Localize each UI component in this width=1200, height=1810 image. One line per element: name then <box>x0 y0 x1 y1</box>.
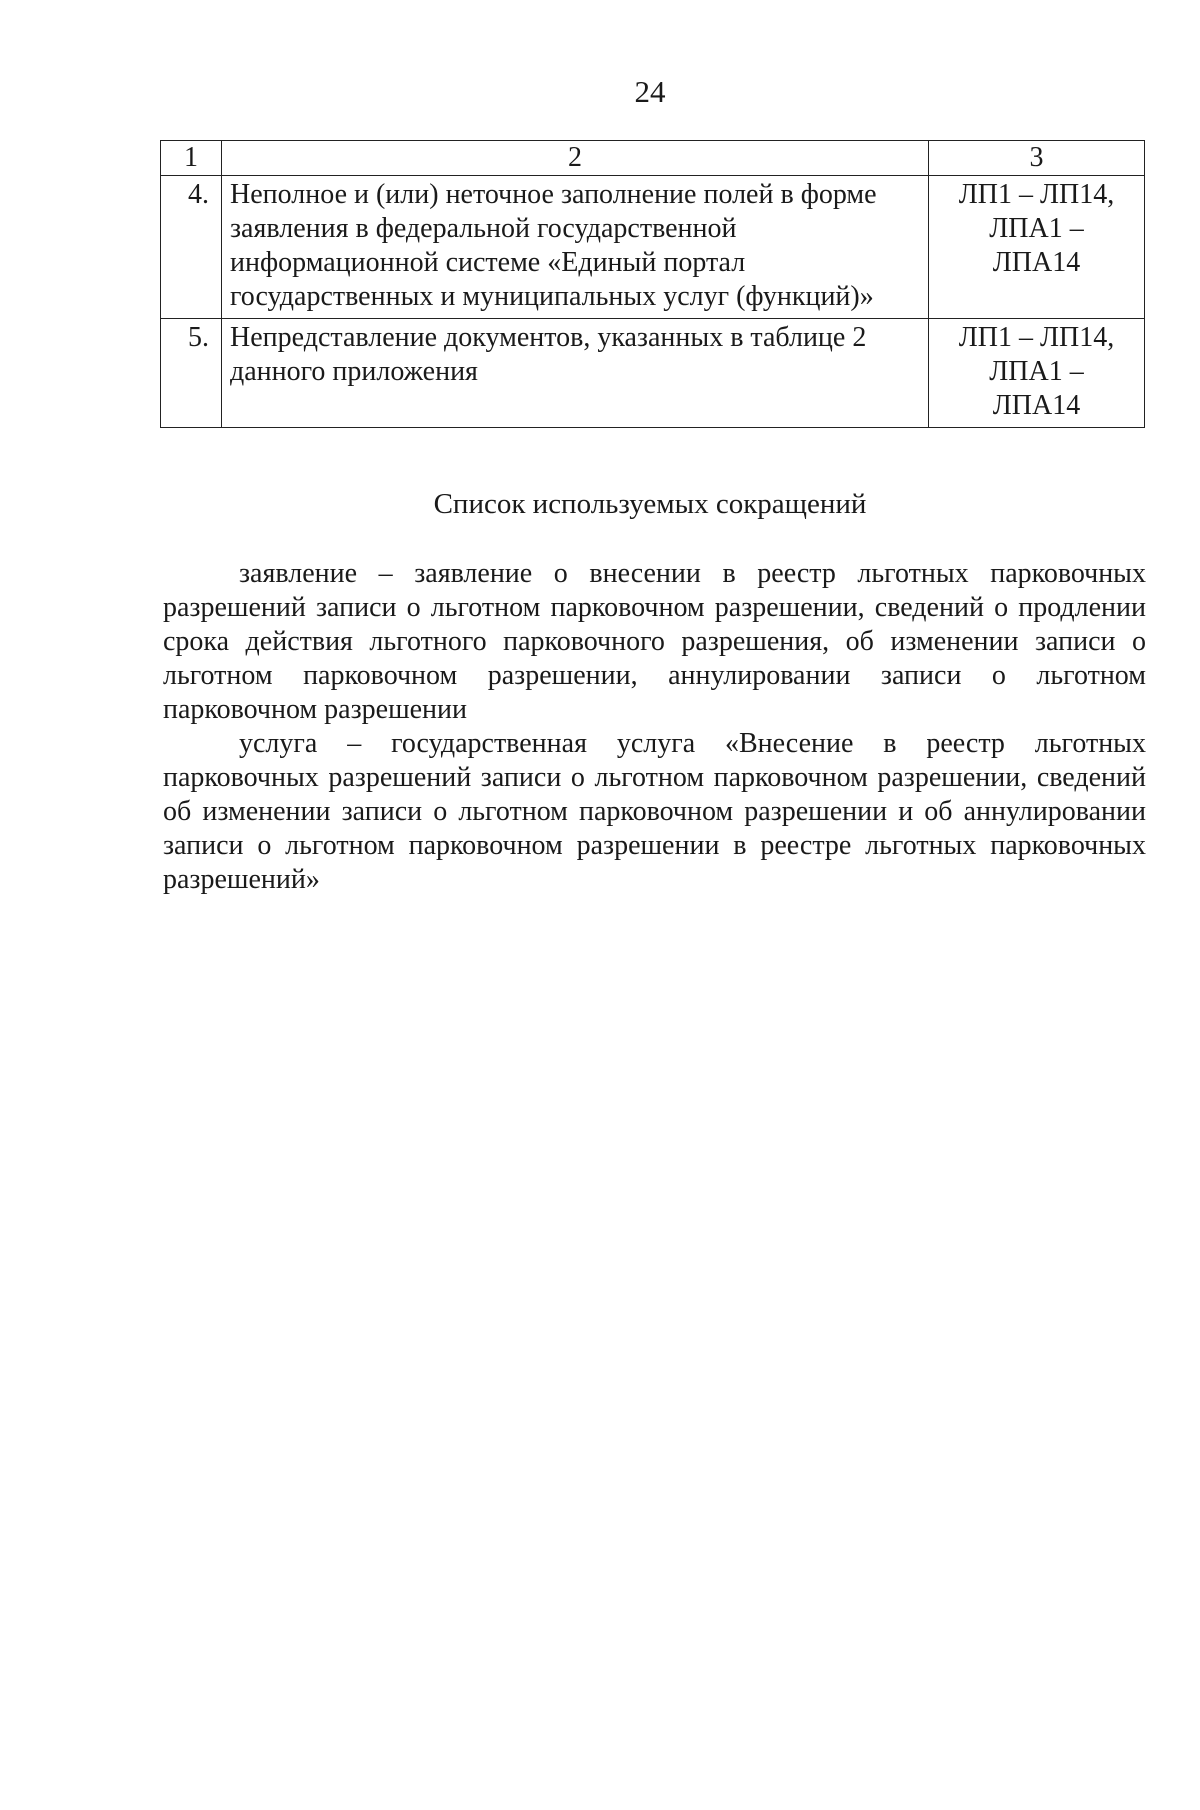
codes-line: ЛПА14 <box>992 390 1081 421</box>
row-number: 5. <box>161 319 222 428</box>
section-title: Список используемых сокращений <box>433 488 867 520</box>
codes-line: ЛП1 – ЛП14, <box>958 179 1115 210</box>
row-codes <box>929 319 1145 428</box>
row-description: Неполное и (или) неточное заполнение полей в форме заявления в федеральной государственной информационной системе «Единый портал государственных и муниципальных услуг (функций)» <box>222 176 929 319</box>
row-description: Непредставление документов, указанных в таблице 2 данного приложения <box>222 319 929 428</box>
table-header-cell-2: 2 <box>222 141 929 176</box>
table-header-row <box>161 141 1145 176</box>
table-header-cell-3: 3 <box>929 141 1145 176</box>
abbreviation-paragraph: услуга – государственная услуга «Внесение в реестр льготных парковочных разрешений записи о льготном парковочном разрешении, сведений об изменении записи о льготном парковочном разрешении и об аннулировании записи о льготном парковочном разрешении в реестре льготных парковочных разрешений» <box>163 728 1146 895</box>
row-codes <box>929 176 1145 319</box>
abbreviation-paragraph: заявление – заявление о внесении в реестр льготных парковочных разрешений записи о льготном парковочном разрешении, сведений о продлении срока действия льготного парковочного разрешения, об изменении записи о льготном парковочном разрешении, аннулировании записи о льготном парковочном разрешении <box>163 558 1146 725</box>
row-number: 4. <box>161 176 222 319</box>
codes-line: ЛПА1 – <box>989 213 1084 244</box>
codes-line: ЛПА1 – <box>989 356 1084 387</box>
table-row <box>161 319 1145 428</box>
table-header-cell-1: 1 <box>161 141 222 176</box>
codes-line: ЛП1 – ЛП14, <box>958 322 1115 353</box>
page-number: 24 <box>634 74 666 109</box>
codes-line: ЛПА14 <box>992 247 1081 278</box>
requirements-table <box>160 140 1145 428</box>
table-row <box>161 176 1145 319</box>
